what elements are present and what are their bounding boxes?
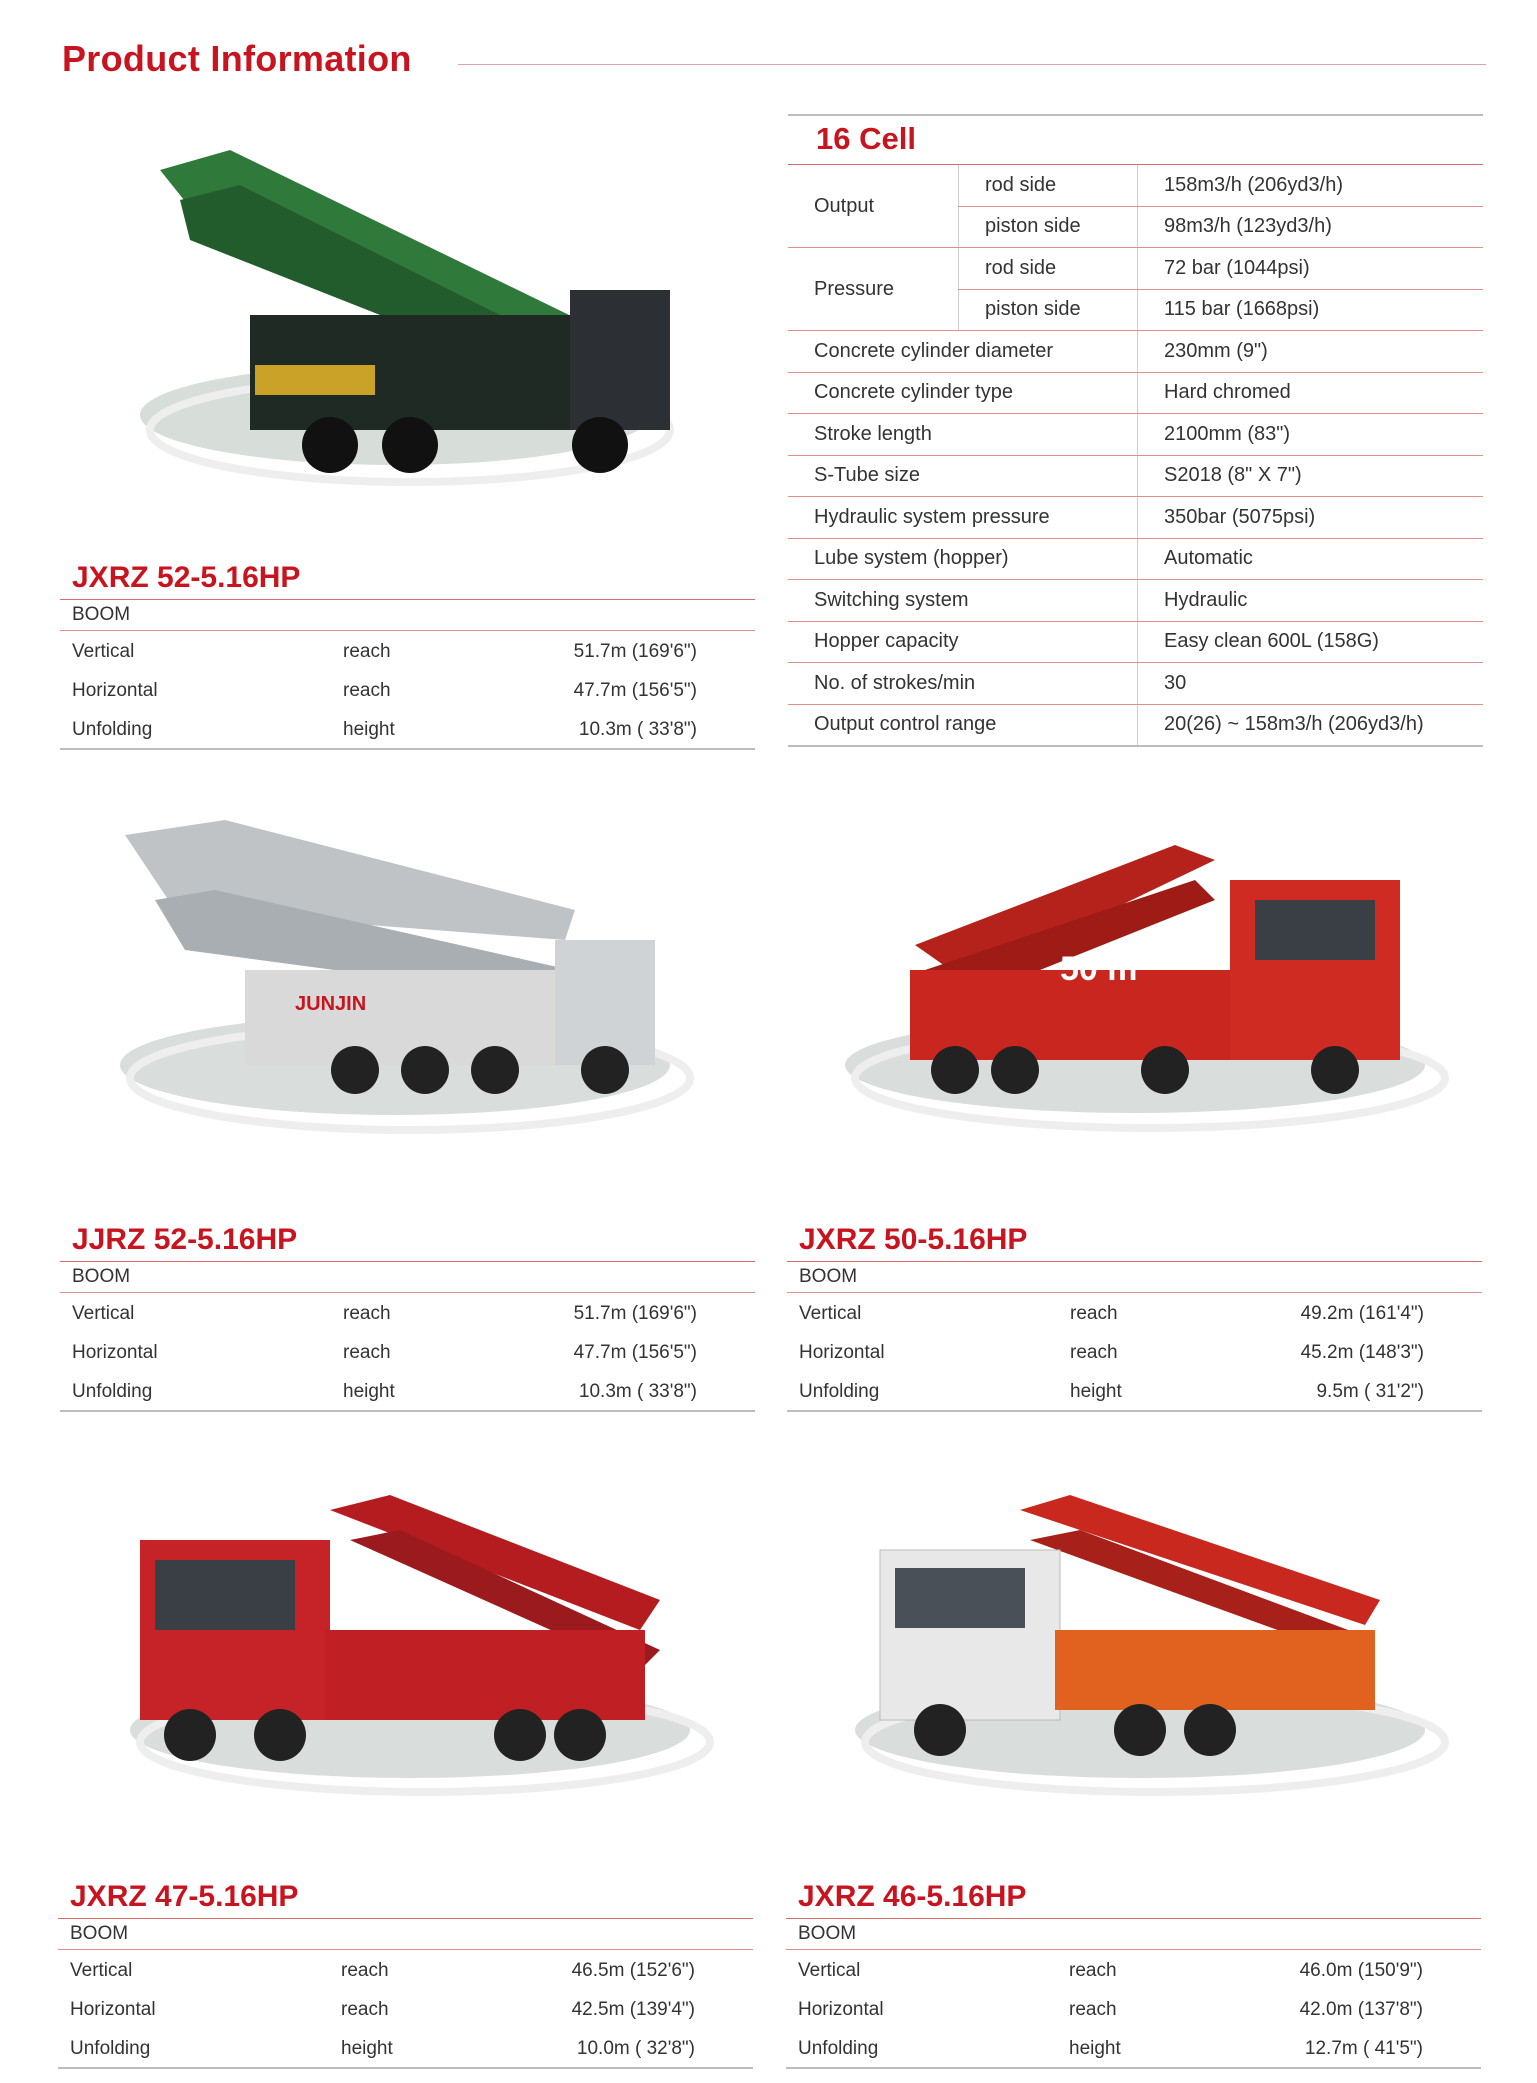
model-name-row [58,1872,753,1919]
table-row [60,709,755,750]
table-row [788,704,1483,746]
table-row [786,1950,1481,1989]
dimension-type: reach [343,1342,391,1363]
dimension-label: Vertical [70,1960,133,1981]
model-spec-jjrz-52 [60,1215,755,1412]
dimension-label: Horizontal [72,1342,158,1363]
truck-image-jxrz-52 [80,140,740,520]
spec-label: No. of strokes/min [788,663,1138,705]
boom-label: BOOM [58,1919,753,1950]
spec-table [788,114,1483,747]
spec-label: Concrete cylinder type [788,372,1138,414]
dimension-value: 49.2m (161'4") [1300,1303,1424,1324]
spec-label: Output control range [788,704,1138,746]
truck-image-jjrz-52 [95,820,715,1150]
spec-value: 230mm (9") [1138,331,1484,373]
dimension-label: Vertical [72,1303,135,1324]
table-row [58,2028,753,2069]
dimension-value: 45.2m (148'3") [1300,1342,1424,1363]
dimension-label: Vertical [799,1303,862,1324]
dimension-value: 10.0m ( 32'8") [576,2038,695,2059]
dimension-label: Horizontal [72,680,158,701]
dimension-type: reach [343,1303,391,1324]
spec-table-header [788,114,1483,165]
table-row [60,1332,755,1371]
truck-image-jxrz-46 [820,1490,1450,1810]
truck-image-jxrz-47 [100,1480,720,1810]
spec-value: 72 bar (1044psi) [1138,248,1484,290]
boom-label: BOOM [787,1262,1482,1293]
dimension-value: 42.0m (137'8") [1299,1999,1423,2020]
table-row [788,248,1483,290]
model-name-row [786,1872,1481,1919]
dimension-type: reach [343,680,391,701]
table-row [788,538,1483,580]
dimension-type: reach [341,1960,389,1981]
dimension-label: Vertical [798,1960,861,1981]
table-row [58,1950,753,1989]
spec-sub-label: piston side [959,206,1138,248]
spec-value: 20(26) ~ 158m3/h (206yd3/h) [1138,704,1484,746]
dimension-value: 51.7m (169'6") [573,1303,697,1324]
spec-label: Switching system [788,580,1138,622]
boom-label: BOOM [60,600,755,631]
spec-value: 98m3/h (123yd3/h) [1138,206,1484,248]
spec-value: 158m3/h (206yd3/h) [1138,165,1484,206]
dimension-label: Horizontal [799,1342,885,1363]
table-row [788,497,1483,539]
table-row [788,414,1483,456]
spec-label: Hopper capacity [788,621,1138,663]
table-row [788,165,1483,206]
dimension-type: reach [343,641,391,662]
dimension-value: 12.7m ( 41'5") [1304,2038,1423,2059]
dimension-type: height [343,719,395,740]
spec-group-label: Pressure [788,248,959,331]
dimension-value: 47.7m (156'5") [573,680,697,701]
spec-value: Easy clean 600L (158G) [1138,621,1484,663]
model-spec-jxrz-47 [58,1872,753,2069]
dimension-value: 42.5m (139'4") [571,1999,695,2020]
table-row [787,1371,1482,1412]
spec-value: 115 bar (1668psi) [1138,289,1484,331]
dimension-label: Unfolding [72,1381,153,1402]
table-row [786,2028,1481,2069]
spec-label: Lube system (hopper) [788,538,1138,580]
table-row [788,331,1483,373]
table-row [788,455,1483,497]
dimension-type: reach [341,1999,389,2020]
dimension-type: height [1070,1381,1122,1402]
spec-table-grid [788,165,1483,747]
dimension-type: reach [1069,1960,1117,1981]
dimension-type: reach [1069,1999,1117,2020]
dimension-label: Horizontal [798,1999,884,2020]
table-row [787,1293,1482,1332]
dimension-value: 10.3m ( 33'8") [578,719,697,740]
model-name-row [787,1215,1482,1262]
table-row [786,1989,1481,2028]
table-row [60,631,755,670]
svg-text:50 m: 50 m [1060,950,1138,988]
dimension-type: reach [1070,1342,1118,1363]
boom-label: BOOM [786,1919,1481,1950]
dimension-label: Unfolding [72,719,153,740]
dimension-value: 10.3m ( 33'8") [578,1381,697,1402]
table-row [788,663,1483,705]
dimension-label: Vertical [72,641,135,662]
table-row [788,621,1483,663]
spec-label: Hydraulic system pressure [788,497,1138,539]
spec-value: Hard chromed [1138,372,1484,414]
dimension-value: 47.7m (156'5") [573,1342,697,1363]
table-row [60,1371,755,1412]
dimension-type: height [1069,2038,1121,2059]
model-spec-jxrz-50 [787,1215,1482,1412]
table-row [788,580,1483,622]
dimension-label: Unfolding [70,2038,151,2059]
spec-value: Hydraulic [1138,580,1484,622]
spec-sub-label: piston side [959,289,1138,331]
model-name: JXRZ 46-5.16HP [798,1880,1027,1913]
model-name: JJRZ 52-5.16HP [72,1223,298,1256]
dimension-label: Horizontal [70,1999,156,2020]
spec-value: 350bar (5075psi) [1138,497,1484,539]
dimension-label: Unfolding [799,1381,880,1402]
table-row [788,372,1483,414]
table-row [60,670,755,709]
spec-value: S2018 (8" X 7") [1138,455,1484,497]
table-row [58,1989,753,2028]
model-spec-jxrz-46 [786,1872,1481,2069]
dimension-value: 9.5m ( 31'2") [1316,1381,1424,1402]
spec-label: S-Tube size [788,455,1138,497]
spec-sub-label: rod side [959,248,1138,290]
spec-sub-label: rod side [959,165,1138,206]
boom-label: BOOM [60,1262,755,1293]
table-row [787,1332,1482,1371]
spec-value: Automatic [1138,538,1484,580]
spec-group-label: Output [788,165,959,248]
dimension-value: 46.5m (152'6") [571,1960,695,1981]
spec-table-title: 16 Cell [816,121,916,156]
dimension-type: height [343,1381,395,1402]
table-row [60,1293,755,1332]
dimension-value: 46.0m (150'9") [1299,1960,1423,1981]
model-spec-jxrz-52 [60,553,755,750]
dimension-type: height [341,2038,393,2059]
truck-brand-text: JUNJIN [295,993,367,1015]
model-name: JXRZ 50-5.16HP [799,1223,1028,1256]
model-name: JXRZ 47-5.16HP [70,1880,299,1913]
truck-image-jxrz-50 [815,820,1455,1150]
dimension-type: reach [1070,1303,1118,1324]
model-name-row [60,1215,755,1262]
spec-label: Stroke length [788,414,1138,456]
title-rule [458,64,1486,65]
dimension-value: 51.7m (169'6") [573,641,697,662]
spec-label: Concrete cylinder diameter [788,331,1138,373]
spec-value: 2100mm (83") [1138,414,1484,456]
model-name-row [60,553,755,600]
dimension-label: Unfolding [798,2038,879,2059]
model-name: JXRZ 52-5.16HP [72,561,301,594]
spec-value: 30 [1138,663,1484,705]
page-title: Product Information [62,38,412,79]
